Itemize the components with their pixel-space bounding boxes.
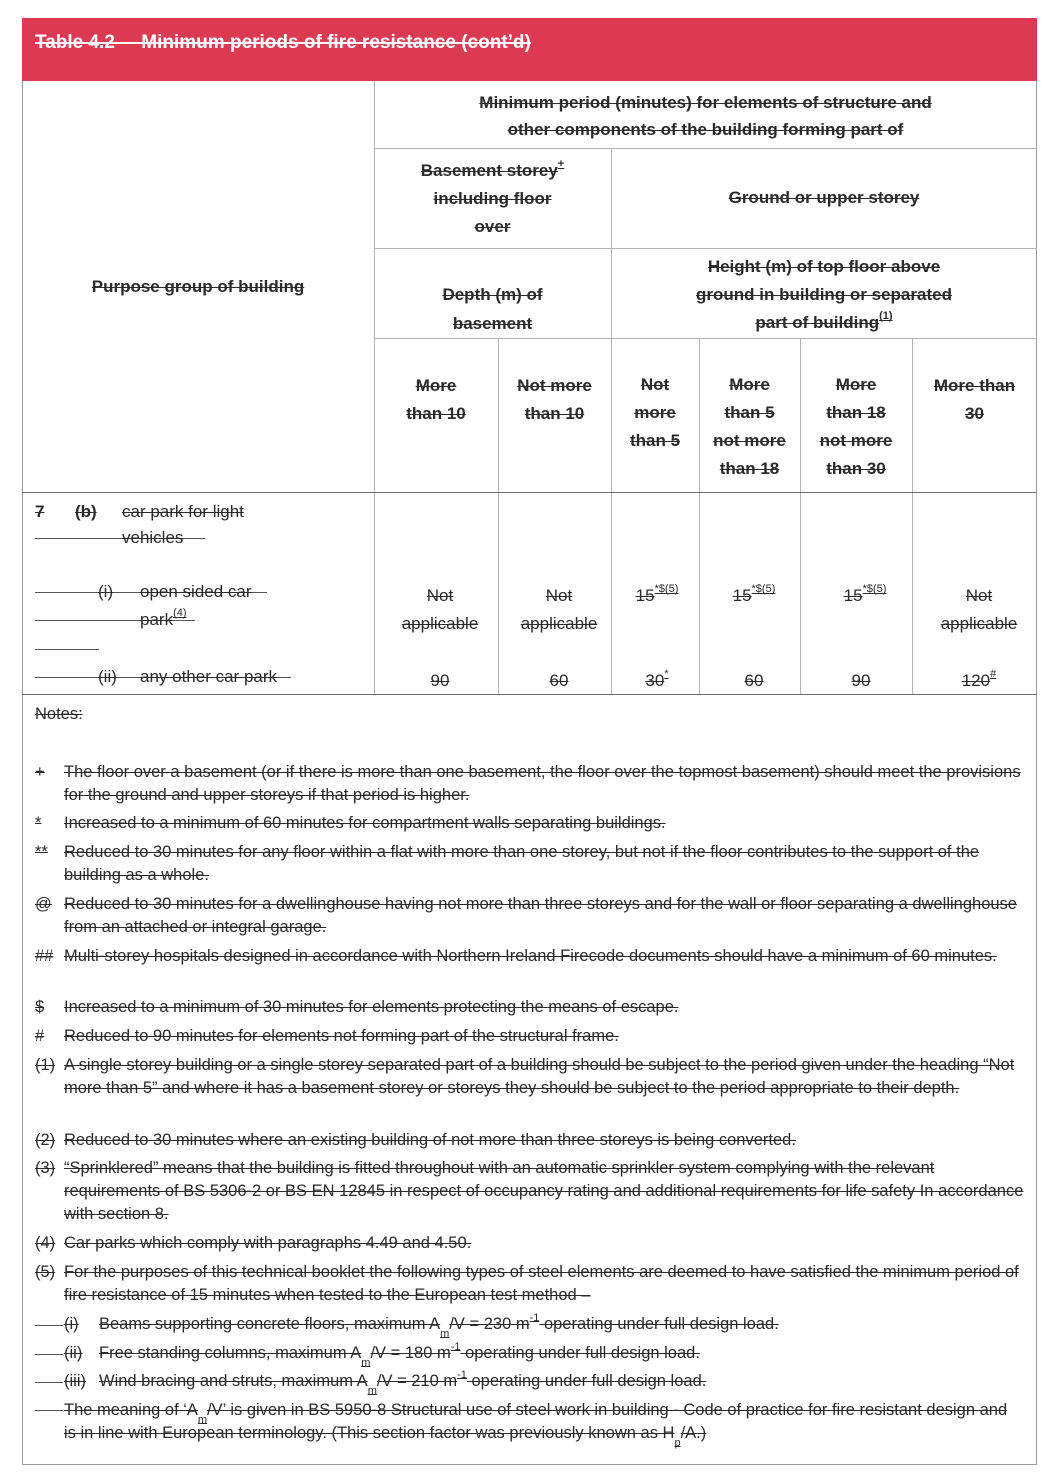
min-period-header: Minimum period (minutes) for elements of structure and other components of the building forming part of (479, 93, 932, 139)
note-5-ii: (ii) Free standing columns, maximum $A_m/V = 180$ $m^{-1}$ operating under full design load. (64, 1340, 700, 1370)
row-i-number: (i) (98, 582, 114, 601)
value-ii-c3: 30* (645, 668, 669, 690)
depth-header: Depth (m) of basement (442, 285, 543, 333)
value-i-c2: Not applicable (520, 586, 598, 633)
ground-upper-header: Ground or upper storey (728, 188, 920, 207)
col-header-more-than-30: More than 30 (933, 376, 1016, 423)
col-header-not-more-than-10: Not more than 10 (517, 376, 592, 423)
col-header-5-to-18: More than 5 not more than 18 (713, 375, 786, 478)
note-5: (5) For the purposes of this technical booklet the following types of steel elements are deemed to have satisfied the minimum period of fire resistance of 15 minutes when tested to the European test method – (35, 1263, 1019, 1304)
grid-line (22, 492, 1037, 493)
note-at: @ Reduced to 30 minutes for a dwellinghouse having not more than three storeys and for the wall or floor separating a dwellinghouse from an attached or integral garage. (35, 895, 1017, 936)
col-header-18-to-30: More than 18 not more than 30 (819, 375, 893, 478)
note-plus: + The floor over a basement (or if there is more than one basement, the floor over the topmost basement) should meet the provisions for the ground and upper storeys if that period is higher. (35, 763, 1021, 804)
note-dollar: $ Increased to a minimum of 30 minutes for elements protecting the means of escape. (35, 998, 679, 1016)
note-2: (2) Reduced to 30 minutes where an existing building of not more than three storeys is being converted. (35, 1131, 796, 1149)
value-ii-c4: 60 (744, 671, 764, 690)
height-header: Height (m) of top floor above ground in building or separated part of building$^{(1)}$ (696, 257, 952, 332)
note-3: (3) “Sprinklered” means that the building is fitted throughout with an automatic sprinkler system complying with the relevant requirements of BS 5306-2 or BS EN 12845 in respect of occupancy rating and additional requirements for life safety In accordance with section 8. (35, 1159, 1024, 1223)
note-double-hash: ## Multi-storey hospitals designed in accordance with Northern Ireland Firecode documents should have a minimum of 60 minutes. (35, 947, 997, 965)
value-ii-c5: 90 (851, 671, 871, 690)
row-number: 7 (35, 502, 45, 521)
value-i-c4: $15^{*\$(5)}$ (732, 583, 776, 605)
note-5-iii: (iii) Wind bracing and struts, maximum $A_m/V = 210$ $m^{-1}$ operating under full design load. (64, 1368, 707, 1398)
row-i-label-line1: open sided car (140, 582, 252, 601)
row-label-line1: car park for light (122, 502, 244, 521)
basement-storey-header: Basement storey+ including floor over (420, 158, 565, 236)
value-ii-c2: 60 (549, 671, 569, 690)
note-4: (4) Car parks which comply with paragraphs 4.49 and 4.50. (35, 1234, 472, 1252)
grid-line (374, 338, 1037, 339)
row-ii-label: any other car park (140, 667, 278, 686)
note-star: * Increased to a minimum of 60 minutes for compartment walls separating buildings. (35, 814, 666, 832)
value-i-c3: $15^{*\$(5)}$ (635, 583, 679, 605)
note-meaning: The meaning of ‘$A_m/V$’ is given in BS 5950-8 Structural use of steel work in building - Code of practice for fire resistant design and is in line with European terminology. (This section factor was previously known as $H_p/A$.) (64, 1401, 1008, 1450)
table-title: Table 4.2 Minimum periods of fire resistance (cont’d) (35, 32, 531, 53)
row-i-rule3 (35, 649, 99, 650)
table-title-bar (22, 18, 1037, 81)
value-ii-c6: 120# (961, 668, 997, 690)
note-double-star: ** Reduced to 30 minutes for any floor within a flat with more than one storey, but not if the floor contributes to the support of the building as a whole. (35, 843, 980, 884)
note-hash: # Reduced to 90 minutes for elements not forming part of the structural frame. (35, 1027, 619, 1045)
value-i-c6: Not applicable (940, 586, 1018, 633)
value-i-c5: $15^{*\$(5)}$ (843, 583, 887, 605)
purpose-group-header: Purpose group of building (91, 276, 305, 296)
row-i-label-line2: park$^{(4)}$ (140, 607, 187, 629)
note-5-i: (i) Beams supporting concrete floors, maximum $A_m/V = 230$ $m^{-1}$ operating under full design load. (64, 1311, 779, 1341)
value-i-c1: Not applicable (401, 586, 479, 633)
row-sub-letter: (b) (75, 502, 97, 521)
row-ii-number: (ii) (98, 667, 117, 686)
row-label-line2: vehicles (122, 528, 184, 547)
col-header-more-than-10: More than 10 (406, 376, 466, 423)
col-header-not-more-than-5: Not more than 5 (629, 375, 681, 450)
notes-heading: Notes: (35, 705, 83, 723)
grid-line (374, 248, 1037, 249)
value-ii-c1: 90 (430, 671, 450, 690)
note-1: (1) A single storey building or a single storey separated part of a building should be subject to the period given under the heading “Not more than 5” and where it has a basement storey or storeys they should be subject to the period appropriate to their depth. (35, 1056, 1015, 1097)
